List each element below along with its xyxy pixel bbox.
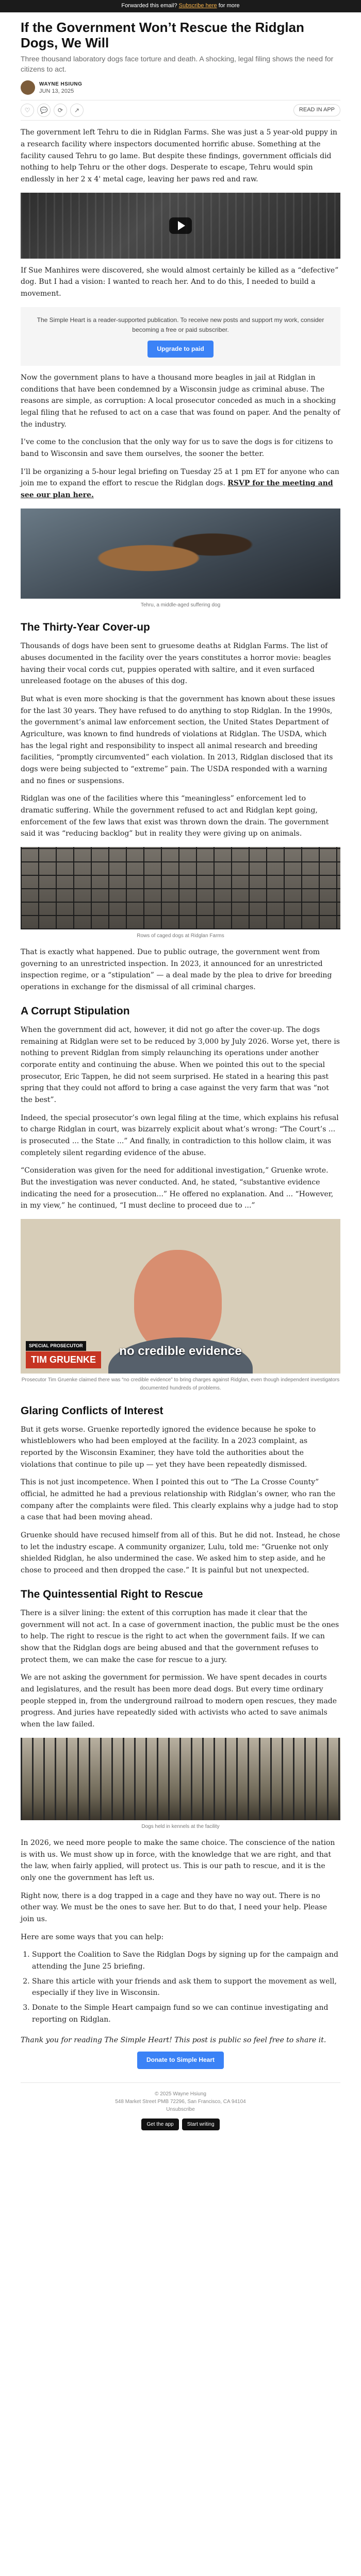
- paragraph-5: [21, 466, 340, 501]
- rsvp-link[interactable]: RSVP for the meeting and see our plan here.: [21, 479, 333, 500]
- paragraph-16: There is a silver lining: the extent of this corruption has made it clear that the government will not act. In a case of government inaction, the public must be the ones to help. The right to rescue is the right to act when the government fails. If we can show that the Ridglan dogs are being abused and that the government refuses to protect them, we can make the case for rescue to a jury.: [21, 1609, 339, 1664]
- restack-icon[interactable]: ⟳: [54, 104, 67, 117]
- list-item: 1. Support the Coalition to Save the Ridglan Dogs by signing up for the campaign and attending the June 25 briefing.: [32, 1949, 340, 1972]
- kennels-image: [21, 1738, 340, 1820]
- video-figure: [21, 193, 340, 259]
- heading-cover-up: The Thirty-Year Cover-up: [21, 621, 150, 633]
- play-icon[interactable]: [169, 217, 192, 234]
- paragraph-13: But it gets worse. Gruenke reportedly ignored the evidence because he spoke to whistleblowers who had been employed at the facility. In a 2023 complaint, as reported by the Wisconsin Examiner, they have told the authorities about the violations that continue to pile up — yet they have been repeatedly dismissed.: [21, 1425, 316, 1469]
- paragraph-3: Now the government plans to have a thousand more beagles in jail at Ridglan in conditions that have been condemned by a Wisconsin judge as criminal abuse. The reasons are simple, as corruption: A local prosecutor conceded as much in a shocking legal filing that he refused to act on a case that was found on paper. And the penalty of the industry.: [21, 374, 340, 429]
- comment-icon[interactable]: 💬: [37, 104, 51, 117]
- heading-right-to-rescue: The Quintessential Right to Rescue: [21, 1588, 203, 1600]
- upgrade-button[interactable]: Upgrade to paid: [147, 341, 213, 358]
- paragraph-17: We are not asking the government for permission. We have spent decades in courts and legislatures, and the result has been more dead dogs. But every time ordinary people stepped in, from the underground railroad to modern open rescues, they made progress. And juries have repeatedly sided with activists who acted to save animals when the law failed.: [21, 1673, 337, 1729]
- paragraph-10: When the government did act, however, it did not go after the cover-up. The dogs remaining at Ridglan were set to be reduced by 3,000 by July 2026. Worse yet, there is nothing to prevent Ridglan from simply relaunching its operations under another corporate entity and continuing the abuse. When we pointed this out to the special prosecutor, Eric Tappen, he did not seem surprised. He stated in a hearing this past spring that they could not afford to bring a case against the very farm that was “not the best”.: [21, 1026, 340, 1105]
- author-avatar[interactable]: [21, 80, 35, 95]
- list-item: 2. Share this article with your friends and ask them to support the movement as well, especially if they live in Wisconsin.: [32, 1976, 340, 1999]
- heading-stipulation: A Corrupt Stipulation: [21, 1005, 130, 1017]
- gruenke-image: [21, 1219, 340, 1374]
- banner-text: Forwarded this email?: [121, 3, 177, 9]
- article: [21, 12, 340, 2146]
- paragraph-9: That is exactly what happened. Due to public outrage, the government went from governing to an unrestricted inspection. In 2023, it announced for an unrestricted inspection regime, or a “stipulation” — a deal made by the plea to drive for breeding operations in exchange for the dismissal of all criminal charges.: [21, 948, 332, 992]
- paragraph-4: I’ve come to the conclusion that the only way for us to save the dogs is for citizens to band to Wisconsin and save them ourselves, the sooner the better.: [21, 438, 333, 459]
- footer: [21, 2082, 340, 2130]
- paragraph-15: Gruenke should have recused himself from all of this. But he did not. Instead, he chose to let the industry escape. A community organizer, Lulu, told me: “Gruenke not only shielded Ridglan, he also undermined the case. We asked him to step aside, and he chose to proceed and then dropped the case.” It is painful but not unexpected.: [21, 1531, 340, 1575]
- donate-button[interactable]: Donate to Simple Heart: [137, 2052, 224, 2069]
- like-icon[interactable]: ♡: [21, 104, 34, 117]
- paragraph-5-text: I’ll be organizing a 5-hour legal briefing on Tuesday 25 at 1 pm ET for anyone who can join me to expand the effort to rescue the Ridglan dogs.: [21, 467, 339, 488]
- thanks-note: Thank you for reading The Simple Heart! This post is public so feel free to share it.: [21, 2036, 326, 2045]
- tehru-figure: [21, 509, 340, 609]
- read-in-app-button[interactable]: READ IN APP: [293, 104, 340, 116]
- paragraph-20: Here are some ways that you can help:: [21, 1933, 164, 1941]
- footer-copyright: © 2025 Wayne Hsiung: [155, 2091, 206, 2097]
- paragraph-1: The government left Tehru to die in Ridglan Farms. She was just a 5 year-old puppy in a research facility where inspectors documented horrific abuse. Something at the facility caused Tehru to go lame. But despite these findings, government officials did nothing to help Tehru or the other dogs. Desperate to escape, Tehru would spin endlessly in her 2 x 4' metal cage, leaving her paws red and raw.: [21, 128, 337, 184]
- paragraph-18: In 2026, we need more people to make the same choice. The conscience of the nation is with us. We must show up in force, with the knowledge that we are right, and that the law, when fairly applied, will protect us. This is our path to rescue, and it is the only one the government has left us.: [21, 1838, 335, 1882]
- video-player[interactable]: [21, 193, 340, 259]
- article-subtitle: Three thousand laboratory dogs face torture and death. A shocking, legal filing shows the need for citizens to act.: [21, 55, 334, 73]
- paragraph-12: “Consideration was given for the need for additional investigation,” Gruenke wrote. But the investigation was never conducted. And, he stated, “substantive evidence indicating the need for a prosecution...” He offered no explanation. And ... “However, in my view,” he continued, “I must decline to proceed due to ...”: [21, 1166, 334, 1210]
- help-list: [32, 1949, 340, 2025]
- share-icon[interactable]: ↗: [70, 104, 84, 117]
- lower-third-name: TIM GRUENKE: [26, 1351, 101, 1368]
- banner-suffix: for more: [218, 3, 240, 9]
- action-bar: [21, 100, 340, 121]
- subscribe-link[interactable]: Subscribe here: [178, 3, 217, 9]
- heading-conflicts: Glaring Conflicts of Interest: [21, 1404, 163, 1417]
- paragraph-19: Right now, there is a dog trapped in a cage and they have no way out. There is no other way. We must be the ones to save her. But to do that, I need your help. Please join us.: [21, 1891, 327, 1924]
- get-app-button[interactable]: Get the app: [141, 2119, 178, 2130]
- caption-cages: Rows of caged dogs at Ridglan Farms: [137, 933, 224, 939]
- paragraph-14: This is not just incompetence. When I pointed this out to “The La Crosse County” official, he admitted he had a previous relationship with Ridglan’s owner, who ran the company after the complaints were filed. This clearly explains why a judge had to stop a case that had been moving ahead.: [21, 1478, 338, 1522]
- lower-third: [26, 1340, 101, 1368]
- paragraph-7: But what is even more shocking is that the government has known about these issues for the last 30 years. They have refused to do anything to stop Ridglan. In the 1990s, the government’s animal law enforcement section, the United States Department of Agriculture, was known to find hundreds of violations at Ridglan. The USDA, which has the legal right and responsibility to inspect all animal research and breeding facilities, “promptly circumvented” each violation. In 2013, Ridglan disclosed that its dogs were being subjected to “extreme” pain. The USDA responded with a warning and no fines or suspensions.: [21, 694, 335, 785]
- forward-banner: [0, 0, 361, 12]
- cages-image: [21, 847, 340, 929]
- footer-address: 548 Market Street PMB 72296, San Francisco, CA 94104: [115, 2098, 246, 2105]
- byline: [21, 80, 340, 95]
- gruenke-quote-overlay: no credible evidence: [119, 1344, 242, 1359]
- beagle-image: [21, 509, 340, 599]
- gruenke-figure: [21, 1219, 340, 1393]
- author-name[interactable]: WAYNE HSIUNG: [39, 81, 83, 87]
- app-buttons: [141, 2119, 219, 2130]
- unsubscribe-link[interactable]: Unsubscribe: [166, 2106, 195, 2112]
- publish-date: JUN 13, 2025: [39, 88, 74, 94]
- paragraph-6: Thousands of dogs have been sent to gruesome deaths at Ridglan Farms. The list of abuses documented in the facility over the years constitutes a horror movie: beagles having their vocal cords cut, puppies operated with saltire, and it even surfaced unreleased footage on the abuses of this dog.: [21, 642, 331, 686]
- kennels-figure: [21, 1738, 340, 1831]
- paragraph-11: Indeed, the special prosecutor’s own legal filing at the time, which explains his refusal to charge Ridglan in court, was bizarrely explicit about what’s wrong: “The Court’s ... is prosecuted ... the State ...” And finally, in contradiction to this hollow claim, it was completely silent regarding evidence of the abuse.: [21, 1113, 339, 1157]
- share-row: [21, 2046, 340, 2069]
- caption-tehru: Tehru, a middle-aged suffering dog: [140, 602, 221, 608]
- caption-kennels: Dogs held in kennels at the facility: [141, 1823, 220, 1829]
- list-item: 3. Donate to the Simple Heart campaign fund so we can continue investigating and reporting on Ridglan.: [32, 2002, 340, 2025]
- subscribe-cta: [21, 307, 340, 366]
- caption-gruenke: Prosecutor Tim Gruenke claimed there was “no credible evidence” to bring charges against Ridglan, even though independent investigators documented hundreds of problems.: [21, 1377, 340, 1392]
- cta-text: The Simple Heart is a reader-supported publication. To receive new posts and support my work, consider becoming a free or paid subscriber.: [37, 316, 324, 334]
- lower-third-tag: SPECIAL PROSECUTOR: [26, 1341, 86, 1351]
- paragraph-2: If Sue Manhires were discovered, she would almost certainly be killed as a “defective” dog. But I had a vision: I wanted to reach her. And to do this, I needed to build a movement.: [21, 266, 339, 298]
- cages-figure: [21, 847, 340, 940]
- paragraph-8: Ridglan was one of the facilities where this “meaningless” enforcement led to dramatic suffering. While the government refused to act and Ridglan kept going, enforcement of the few laws that exist was thrown down the drain. The government said it was “reducing backlog” but in reality they were giving up on animals.: [21, 794, 329, 838]
- article-title: If the Government Won’t Rescue the Ridglan Dogs, We Will: [21, 19, 304, 51]
- start-writing-button[interactable]: Start writing: [182, 2119, 220, 2130]
